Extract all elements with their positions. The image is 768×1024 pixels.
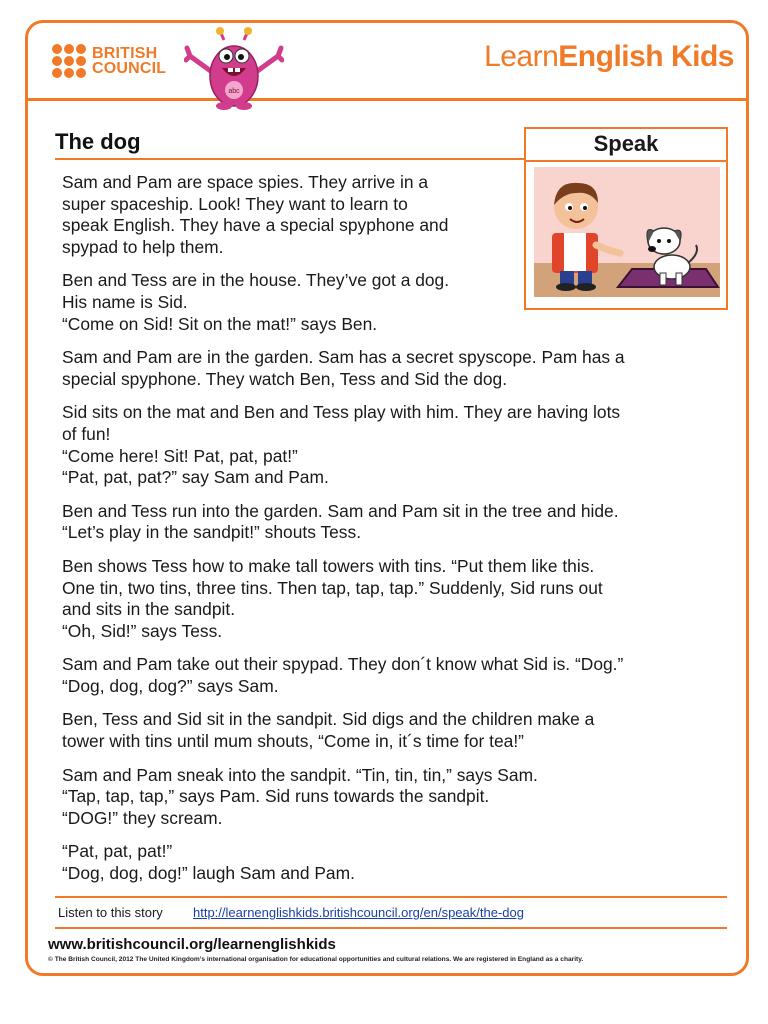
lek-kids: Kids [663,40,734,73]
story-paragraph [62,270,722,335]
story-paragraph [62,556,722,642]
story-line: special spyphone. They watch Ben, Tess and Sid the dog. [62,368,508,389]
story-line: “Pat, pat, pat?” say Sam and Pam. [62,467,329,488]
story-line: super spaceship. Look! They want to learn to [62,193,408,214]
story-paragraph [62,709,722,752]
page-title: The dog [55,129,141,154]
story-line: Ben shows Tess how to make tall towers with tins. “Put them like this. [62,555,595,576]
story-line: speak English. They have a special spyphone and [62,215,449,236]
bc-logo-line1: BRITISH [92,45,158,62]
story-line: “DOG!” they scream. [62,807,223,828]
title-row [55,128,525,160]
story-line: of fun! [62,423,111,444]
listen-label: Listen to this story [58,905,163,920]
british-council-dots-icon [52,44,86,78]
story-line: “Come on Sid! Sit on the mat!” says Ben. [62,313,378,334]
listen-divider-top [55,896,727,898]
lek-learn: Learn [484,40,559,73]
story-paragraph [62,501,722,544]
story-paragraph [62,765,722,830]
story-line: One tin, two tins, three tins. Then tap, tap, tap.” Suddenly, Sid runs out [62,577,603,598]
story-line: “Dog, dog, dog?” says Sam. [62,675,279,696]
story-line: “Tap, tap, tap,” says Pam. Sid runs towards the sandpit. [62,786,490,807]
footer-copyright: © The British Council, 2012 The United Kingdom’s international organisation for educational opportunities and cultural relations. We are registered in England as a charity. [48,956,584,963]
british-council-logo [52,44,166,78]
story-line: Sam and Pam are in the garden. Sam has a secret spyscope. Pam has a [62,347,625,368]
learnenglish-kids-logo [484,40,734,74]
section-label: Speak [526,129,726,162]
story-paragraph [62,402,722,488]
story-line: Sam and Pam are space spies. They arrive in a [62,172,429,192]
story-line: “Dog, dog, dog!” laugh Sam and Pam. [62,863,355,884]
story-line: “Come here! Sit! Pat, pat, pat!” [62,445,298,466]
story-text [62,172,722,897]
story-line: Ben, Tess and Sid sit in the sandpit. Sid digs and the children make a [62,709,595,730]
footer-url: www.britishcouncil.org/learnenglishkids [48,936,336,953]
story-line: “Let’s play in the sandpit!” shouts Tess. [62,522,362,543]
story-line: Ben and Tess are in the house. They’ve got a dog. [62,270,450,291]
bc-logo-line2: COUNCIL [92,60,167,77]
story-line: spypad to help them. [62,236,224,257]
story-paragraph [62,172,722,258]
mascot-badge-text: abc [228,88,240,95]
story-line: “Oh, Sid!” says Tess. [62,620,223,641]
story-line: Sam and Pam take out their spypad. They don´t know what Sid is. “Dog.” [62,654,624,675]
story-paragraph [62,654,722,697]
story-line: “Pat, pat, pat!” [62,841,173,862]
monster-mascot-icon [184,26,284,110]
story-line: His name is Sid. [62,291,188,312]
story-line: Ben and Tess run into the garden. Sam and Pam sit in the tree and hide. [62,500,619,521]
listen-divider-bottom [55,927,727,929]
header-divider [25,98,749,101]
story-paragraph [62,347,722,390]
story-line: tower with tins until mum shouts, “Come in, it´s time for tea!” [62,731,524,752]
story-line: Sam and Pam sneak into the sandpit. “Tin, tin, tin,” says Sam. [62,764,538,785]
story-audio-link[interactable]: http://learnenglishkids.britishcouncil.org/en/speak/the-dog [193,905,524,920]
story-line: and sits in the sandpit. [62,599,236,620]
story-line: Sid sits on the mat and Ben and Tess play with him. They are having lots [62,402,621,423]
lek-english: English [558,40,664,73]
story-paragraph [62,841,722,884]
